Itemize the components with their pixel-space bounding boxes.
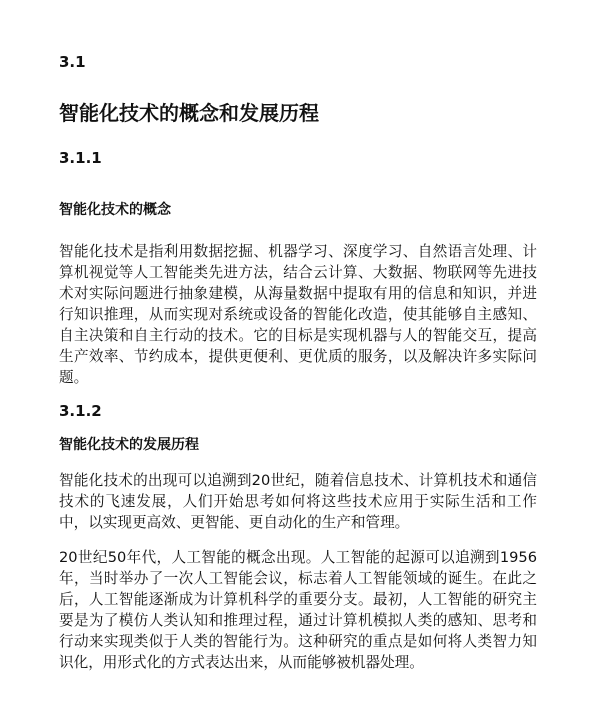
subsection-number: 3.1.1 (59, 149, 102, 167)
section-title: 智能化技术的概念和发展历程 (59, 101, 319, 125)
subsection-heading: 智能化技术的发展历程 (59, 437, 199, 453)
concept-paragraph: 智能化技术是指利用数据挖掘、机器学习、深度学习、自然语言处理、计算机视觉等人工智能类先进方法，结合云计算、大数据、物联网等先进技术对实际问题进行抽象建模，从海量数据中提取有用的信息和知识，并进行知识推理，从而实现对系统或设备的智能化改造，使其能够自主感知、自主决策和自主行动的技术。它的目标是实现机器与人的智能交互，提高生产效率、节约成本，提供更便利、更优质的服务，以及解决许多实际问题。 (59, 243, 537, 386)
subsection-heading: 智能化技术的概念 (59, 202, 171, 218)
history-paragraph: 智能化技术的出现可以追溯到20世纪，随着信息技术、计算机技术和通信技术的飞速发展，人们开始思考如何将这些技术应用于实际生活和工作中，以实现更高效、更智能、更自动化的生产和管理。 (59, 472, 537, 531)
section-number: 3.1 (59, 53, 86, 71)
subsection-number: 3.1.2 (59, 402, 102, 420)
history-paragraph: 20世纪50年代，人工智能的概念出现。人工智能的起源可以追溯到1956年，当时举办了一次人工智能会议，标志着人工智能领域的诞生。在此之后，人工智能逐渐成为计算机科学的重要分支。最初，人工智能的研究主要是为了模仿人类认知和推理过程，通过计算机模拟人类的感知、思考和行动来实现类似于人类的智能行为。这种研究的重点是如何将人类智力知识化，用形式化的方式表达出来，从而能够被机器处理。 (59, 549, 537, 671)
